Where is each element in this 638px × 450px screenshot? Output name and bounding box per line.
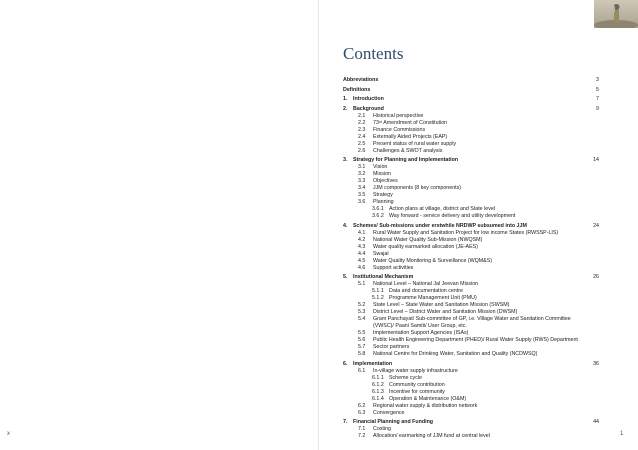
toc-section-number: 7.	[343, 419, 348, 425]
toc-section-number: 6.	[343, 360, 348, 367]
toc-subsection-number: 3.6.2	[372, 213, 384, 219]
toc-entry-page: 3	[596, 77, 599, 83]
toc-subsection-entry[interactable]	[343, 171, 599, 178]
toc-section-number: 1.	[343, 96, 348, 102]
toc-subsection-number: 5.8	[358, 351, 366, 357]
right-page-number: 1	[620, 431, 624, 437]
toc-subsection-entry[interactable]	[343, 251, 599, 258]
toc-section-label: Institutional Mechanism	[353, 274, 414, 280]
left-page-number: x	[7, 431, 10, 437]
toc-section-entry[interactable]	[343, 223, 599, 230]
toc-subsection-label: Action plans at village, district and State level	[389, 206, 495, 212]
toc-section-page: 24	[593, 222, 599, 229]
toc-subsection-label	[373, 120, 447, 127]
toc-subsubsection-entry[interactable]	[343, 206, 599, 213]
toc-subsubsection-entry[interactable]	[343, 375, 599, 382]
toc-label-part: Amendment of Constitution	[382, 119, 448, 126]
toc-subsection-label: Vision	[373, 164, 388, 170]
toc-subsection-entry[interactable]	[343, 237, 599, 244]
toc-subsection-label: National Level – National Jal Jeevan Mission	[373, 281, 479, 287]
toc-entry-continuation	[343, 323, 599, 330]
toc-subsection-label: Gram Panchayat/ Sub-committee of GP, i.e. Village Water and Sanitation Committee	[373, 316, 571, 322]
toc-section-entry[interactable]	[343, 96, 599, 103]
toc-subsection-number: 6.1	[358, 367, 366, 374]
toc-subsection-label: Way forward - service delivery and utility development	[389, 213, 516, 219]
toc-subsection-label: National Water Quality Sub-Mission (NWQSM)	[373, 236, 483, 243]
toc-subsection-entry[interactable]	[343, 281, 599, 288]
toc-subsection-label: Externally Aided Projects (EAP)	[373, 133, 448, 140]
toc-subsection-entry[interactable]	[343, 120, 599, 127]
toc-section-number: 4.	[343, 222, 348, 229]
toc-subsection-number: 3.2	[358, 171, 366, 177]
toc-subsection-label: Support activities	[373, 264, 414, 271]
toc-subsection-label: Data and documentation centre	[389, 288, 463, 294]
toc-subsection-label: Historical perspective	[373, 112, 424, 119]
toc-subsection-label: Incentive for community	[389, 388, 445, 395]
toc-subsection-label: Rural Water Supply and Sanitation Project for low income States (RWSSP-LIS)	[373, 229, 559, 236]
toc-subsection-entry[interactable]	[343, 337, 599, 344]
toc-subsection-entry[interactable]	[343, 316, 599, 323]
toc-subsection-number: 6.1.3	[372, 388, 384, 395]
toc-subsection-entry[interactable]	[343, 164, 599, 171]
toc-subsection-number: 3.6	[358, 199, 366, 205]
toc-subsection-number: 6.1.4	[372, 395, 384, 402]
toc-subsection-number: 3.1	[358, 164, 366, 170]
toc-subsection-number: 2.3	[358, 126, 366, 133]
toc-subsection-number: 4.3	[358, 243, 366, 250]
toc-subsection-number: 4.4	[358, 250, 366, 257]
toc-section-entry[interactable]	[343, 106, 599, 113]
toc-section-page: 14	[593, 157, 599, 163]
corner-photo-image	[594, 0, 638, 28]
toc-subsection-number: 5.5	[358, 330, 366, 336]
toc-subsection-entry[interactable]	[343, 258, 599, 265]
toc-subsection-entry[interactable]	[343, 141, 599, 148]
toc-subsection-entry[interactable]	[343, 199, 599, 206]
toc-front-entry[interactable]	[343, 87, 599, 94]
toc-subsection-label: Water quality earmarked allocation (JE-AES)	[373, 243, 478, 250]
toc-subsection-entry[interactable]	[343, 351, 599, 358]
toc-subsection-label: District Level – District Water and Sanitation Mission (DWSM)	[373, 309, 518, 315]
toc-section-number: 2.	[343, 105, 348, 112]
toc-section-page: 44	[593, 419, 599, 425]
toc-front-entry[interactable]	[343, 77, 599, 84]
toc-subsection-entry[interactable]	[343, 127, 599, 134]
toc-subsection-number: 2.5	[358, 140, 366, 147]
toc-subsection-label: Costing	[373, 426, 391, 432]
toc-section-label: Financial Planning and Funding	[353, 419, 434, 425]
toc-section-label: Schemes/ Sub-missions under erstwhile NRDWP subsumed into JJM	[353, 222, 527, 229]
toc-subsection-number: 2.6	[358, 147, 366, 154]
corner-photo	[594, 0, 638, 28]
toc-subsection-number: 5.3	[358, 309, 366, 315]
toc-section-number: 5.	[343, 274, 348, 280]
toc-label-part: 73	[373, 119, 379, 126]
toc-subsection-label: State Level – State Water and Sanitation Mission (SWSM)	[373, 302, 510, 308]
toc-subsection-number: 7.2	[358, 433, 366, 439]
toc-subsection-entry[interactable]	[343, 230, 599, 237]
toc-label-superscript: rd	[378, 119, 383, 124]
toc-subsection-number: 6.1.1	[372, 374, 384, 381]
toc-subsection-label: In-village water supply infrastructure	[373, 367, 458, 374]
toc-subsection-label: Present status of rural water supply	[373, 140, 457, 147]
toc-subsection-entry[interactable]	[343, 368, 599, 375]
toc-subsection-number: 3.6.1	[372, 206, 384, 212]
toc-subsection-entry[interactable]	[343, 185, 599, 192]
toc-subsection-label: Scheme cycle	[389, 374, 422, 381]
toc-title: Contents	[343, 44, 404, 63]
toc-subsection-entry[interactable]	[343, 113, 599, 120]
toc-section-entry[interactable]	[343, 157, 599, 164]
toc-subsection-label: Sector partners	[373, 344, 410, 350]
toc-subsection-entry[interactable]	[343, 426, 599, 433]
toc-subsection-entry[interactable]	[343, 410, 599, 417]
toc-subsection-entry[interactable]	[343, 148, 599, 155]
toc-subsection-number: 2.2	[358, 119, 366, 126]
toc-entry-page: 5	[596, 86, 599, 93]
toc-subsection-number: 6.2	[358, 402, 366, 409]
toc-section-page: 7	[596, 96, 599, 102]
toc-subsection-number: 4.1	[358, 229, 366, 236]
toc-section-page: 26	[593, 274, 599, 280]
table-of-contents	[343, 44, 599, 440]
toc-subsection-entry[interactable]	[343, 192, 599, 199]
toc-subsection-entry[interactable]	[343, 403, 599, 410]
toc-subsection-number: 4.2	[358, 236, 366, 243]
toc-subsection-number: 4.5	[358, 257, 366, 264]
toc-subsection-label: Regional water supply & distribution network	[373, 402, 478, 409]
toc-section-label: Strategy for Planning and Implementation	[353, 157, 459, 163]
toc-subsection-label: Programme Management Unit (PMU)	[389, 295, 477, 301]
toc-subsection-number: 5.7	[358, 344, 366, 350]
toc-subsubsection-entry[interactable]	[343, 382, 599, 389]
toc-subsection-number: 6.3	[358, 409, 366, 416]
toc-subsubsection-entry[interactable]	[343, 389, 599, 396]
toc-entry-label: Definitions	[343, 86, 371, 93]
toc-subsection-label: Swajal	[373, 250, 389, 257]
toc-subsection-number: 5.4	[358, 316, 366, 322]
toc-subsection-label: Challenges & SWOT analysis	[373, 147, 443, 154]
toc-entry-label: Abbreviations	[343, 77, 379, 83]
toc-subsection-label: Mission	[373, 171, 391, 177]
toc-subsection-number: 7.1	[358, 426, 366, 432]
page-spread-divider	[318, 0, 319, 450]
toc-subsection-label: Allocation/ earmarking of JJM fund at central level	[373, 433, 490, 439]
toc-subsubsection-entry[interactable]	[343, 295, 599, 302]
toc-subsection-number: 5.6	[358, 337, 366, 343]
toc-subsection-label: JJM components (8 key components)	[373, 185, 462, 191]
toc-section-number: 3.	[343, 157, 348, 163]
toc-section-label: Introduction	[353, 96, 384, 102]
toc-subsection-number: 3.5	[358, 192, 366, 198]
toc-subsection-number: 3.4	[358, 185, 366, 191]
toc-section-page: 36	[593, 360, 599, 367]
toc-subsection-label: Planning	[373, 199, 394, 205]
toc-section-label: Implementation	[353, 360, 393, 367]
toc-subsection-entry[interactable]	[343, 330, 599, 337]
toc-subsection-entry[interactable]	[343, 265, 599, 272]
toc-subsection-entry[interactable]	[343, 433, 599, 440]
toc-section-page: 9	[596, 105, 599, 112]
toc-list	[343, 77, 599, 440]
toc-subsection-number: 6.1.2	[372, 381, 384, 388]
toc-subsubsection-entry[interactable]	[343, 213, 599, 220]
toc-subsection-number: 2.1	[358, 112, 366, 119]
toc-subsection-number: 5.1.1	[372, 288, 384, 294]
toc-subsection-label: Objectives	[373, 178, 398, 184]
toc-section-entry[interactable]	[343, 274, 599, 281]
toc-subsection-number: 3.3	[358, 178, 366, 184]
toc-subsection-number: 5.1.2	[372, 295, 384, 301]
toc-subsection-entry[interactable]	[343, 134, 599, 141]
toc-subsection-label: Public Health Engineering Department (PHED)/ Rural Water Supply (RWS) Department	[373, 337, 578, 343]
toc-subsection-entry[interactable]	[343, 344, 599, 351]
toc-subsubsection-entry[interactable]	[343, 396, 599, 403]
toc-subsection-label: Community contribution	[389, 381, 445, 388]
toc-subsection-number: 4.6	[358, 264, 366, 271]
toc-subsection-number: 5.2	[358, 302, 366, 308]
toc-subsection-label: (VWSC)/ Paani Samiti/ User Group, etc.	[373, 323, 467, 329]
toc-subsection-label: Operation & Maintenance (O&M)	[389, 395, 467, 402]
toc-subsection-label: Implementation Support Agencies (ISAs)	[373, 330, 469, 336]
toc-section-entry[interactable]	[343, 361, 599, 368]
toc-subsection-label: Water Quality Monitoring & Surveillance (WQM&S)	[373, 257, 493, 264]
toc-subsection-label: National Centre for Drinking Water, Sanitation and Quality (NCDWSQ)	[373, 351, 538, 357]
toc-subsection-entry[interactable]	[343, 302, 599, 309]
toc-subsection-number: 2.4	[358, 133, 366, 140]
toc-subsection-label: Strategy	[373, 192, 393, 198]
toc-subsection-label: Finance Commissions	[373, 126, 426, 133]
toc-subsection-entry[interactable]	[343, 309, 599, 316]
toc-subsection-entry[interactable]	[343, 244, 599, 251]
toc-section-label: Background	[353, 105, 384, 112]
toc-subsubsection-entry[interactable]	[343, 288, 599, 295]
toc-subsection-number: 5.1	[358, 281, 366, 287]
toc-subsection-label: Convergence	[373, 409, 405, 416]
toc-subsection-entry[interactable]	[343, 178, 599, 185]
toc-section-entry[interactable]	[343, 419, 599, 426]
